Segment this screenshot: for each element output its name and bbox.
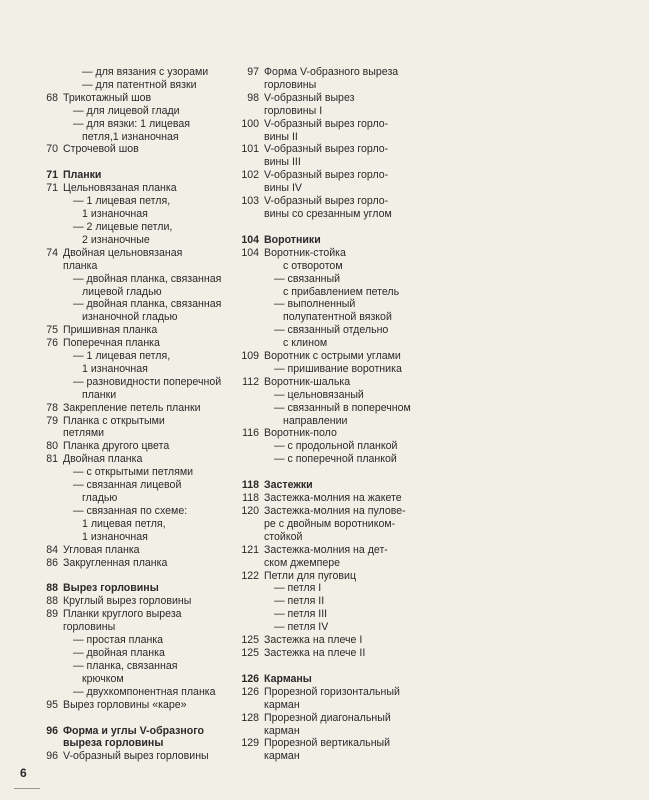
toc-page-number: 112 <box>242 375 259 388</box>
toc-page-number: 126 <box>241 672 259 685</box>
toc-entry-text: — простая планка <box>73 634 164 647</box>
toc-entry <box>241 273 421 286</box>
toc-page-number: 95 <box>46 698 58 711</box>
toc-entry-text: V-образный вырез горло- <box>264 143 389 156</box>
toc-entry <box>241 169 421 182</box>
toc-entry-text: Прорезной вертикальный <box>264 737 391 750</box>
toc-page-number: 68 <box>46 91 58 104</box>
toc-entry-text: Двойная планка <box>63 453 143 466</box>
toc-entry <box>42 182 242 195</box>
toc-entry <box>241 531 421 544</box>
page-number: 6 <box>20 766 27 780</box>
toc-page-number: 116 <box>242 427 259 440</box>
toc-entry-text: Закрепление петель планки <box>63 401 201 414</box>
toc-entry <box>241 286 421 299</box>
toc-entry <box>42 479 242 492</box>
toc-entry-text: V-образный вырез горло- <box>264 117 389 130</box>
toc-entry <box>241 634 421 647</box>
toc-entry-text: горловины <box>264 78 317 91</box>
toc-entry-text: 1 изнаночная <box>82 530 148 543</box>
toc-entry <box>241 260 421 273</box>
toc-entry <box>42 92 242 105</box>
toc-entry-text: 1 лицевая петля, <box>82 517 166 530</box>
toc-entry <box>42 208 242 221</box>
toc-entry-text: — с продольной планкой <box>274 440 398 453</box>
toc-entry-text: Застежка-молния на жакете <box>264 492 402 505</box>
toc-entry-text: петлями <box>63 427 105 440</box>
toc-entry-text: с клином <box>283 337 328 350</box>
toc-entry <box>241 582 421 595</box>
toc-entry-text: — петля II <box>274 595 325 608</box>
toc-entry <box>241 544 421 557</box>
toc-page-number: 75 <box>46 324 58 337</box>
toc-entry-text: Планка другого цвета <box>63 440 170 453</box>
toc-entry <box>42 557 242 570</box>
section-gap <box>42 712 242 725</box>
toc-entry-text: Прорезной диагональный <box>264 711 391 724</box>
toc-entry <box>42 376 242 389</box>
toc-entry <box>42 131 242 144</box>
toc-page-number: 70 <box>46 143 58 156</box>
toc-entry <box>42 350 242 363</box>
toc-entry <box>42 143 242 156</box>
toc-entry <box>241 492 421 505</box>
toc-page-number: 98 <box>247 91 259 104</box>
toc-section-heading <box>42 582 242 595</box>
toc-entry-text: карман <box>264 698 300 711</box>
toc-entry-text: ском джемпере <box>264 556 341 569</box>
section-gap <box>241 221 421 234</box>
toc-entry-text: Застежки <box>264 479 313 492</box>
toc-entry <box>42 699 242 712</box>
toc-page-number: 129 <box>241 737 259 750</box>
toc-entry <box>42 118 242 131</box>
toc-entry-text: Воротники <box>264 233 321 246</box>
toc-entry-text: вины со срезанным углом <box>264 207 392 220</box>
toc-page-number: 118 <box>242 492 259 505</box>
toc-entry-text: Воротник с острыми углами <box>264 350 401 363</box>
toc-entry <box>241 402 421 415</box>
toc-entry <box>241 737 421 750</box>
toc-entry <box>241 195 421 208</box>
toc-entry-text: Трикотажный шов <box>63 91 152 104</box>
toc-entry-text: Цельновязаная планка <box>63 182 177 195</box>
toc-entry-text: ре с двойным воротником- <box>264 517 396 530</box>
toc-entry <box>241 66 421 79</box>
toc-entry <box>241 105 421 118</box>
toc-entry-text: — пришивание воротника <box>274 362 402 375</box>
toc-entry <box>42 544 242 557</box>
toc-entry <box>241 725 421 738</box>
toc-entry <box>241 208 421 221</box>
toc-entry <box>241 686 421 699</box>
toc-entry <box>42 273 242 286</box>
toc-page-number: 96 <box>46 750 58 763</box>
toc-entry-text: — двухкомпонентная планка <box>73 685 216 698</box>
toc-entry <box>241 453 421 466</box>
toc-entry <box>241 557 421 570</box>
toc-entry <box>42 415 242 428</box>
toc-entry <box>42 311 242 324</box>
toc-entry-text: Воротник-поло <box>264 427 337 440</box>
toc-page-number: 103 <box>241 195 259 208</box>
toc-entry-text: вины II <box>264 130 298 143</box>
toc-entry <box>42 298 242 311</box>
toc-entry-text: — связанный отдельно <box>274 324 389 337</box>
toc-entry <box>241 247 421 260</box>
toc-entry-text: — связанная лицевой <box>73 479 182 492</box>
toc-page-number: 88 <box>46 595 58 608</box>
toc-entry-text: направлении <box>283 414 348 427</box>
toc-page-number: 96 <box>46 724 58 737</box>
toc-entry <box>42 234 242 247</box>
toc-left-column <box>42 66 242 763</box>
toc-entry <box>42 221 242 234</box>
toc-entry-text: Планки круглого выреза <box>63 608 182 621</box>
toc-entry-text: планки <box>82 388 117 401</box>
toc-entry-text: — петля III <box>274 608 328 621</box>
toc-entry <box>241 118 421 131</box>
toc-page-number: 126 <box>241 685 259 698</box>
toc-entry <box>241 518 421 531</box>
toc-entry-text: — связанный в поперечном <box>274 401 411 414</box>
toc-page-number: 101 <box>241 143 259 156</box>
toc-entry <box>241 182 421 195</box>
toc-entry <box>241 608 421 621</box>
toc-entry-text: — двойная планка, связанная <box>73 272 222 285</box>
toc-page-number: 71 <box>46 169 58 182</box>
toc-entry <box>241 350 421 363</box>
toc-entry <box>42 647 242 660</box>
toc-entry <box>42 673 242 686</box>
toc-entry-text: — двойная планка, связанная <box>73 298 222 311</box>
toc-entry-text: V-образный вырез горловины <box>63 750 209 763</box>
page-number-rule <box>14 788 40 789</box>
toc-entry-text: — с открытыми петлями <box>73 466 194 479</box>
toc-right-column <box>241 66 421 763</box>
section-gap <box>42 569 242 582</box>
toc-entry <box>42 440 242 453</box>
toc-page-number: 104 <box>241 246 259 259</box>
toc-entry-text: стойкой <box>264 530 303 543</box>
toc-page-number: 104 <box>241 233 259 246</box>
toc-page-number: 80 <box>46 440 58 453</box>
toc-entry-text: Карманы <box>264 672 312 685</box>
toc-entry <box>42 105 242 118</box>
toc-entry <box>42 686 242 699</box>
toc-entry <box>42 466 242 479</box>
toc-entry <box>241 298 421 311</box>
toc-entry-text: вины IV <box>264 182 302 195</box>
toc-entry-text: выреза горловины <box>63 737 164 750</box>
toc-entry-text: V-образный вырез горло- <box>264 169 389 182</box>
section-gap <box>241 660 421 673</box>
toc-entry <box>241 324 421 337</box>
toc-entry <box>241 79 421 92</box>
toc-entry-text: — для вязания с узорами <box>82 66 209 78</box>
toc-entry <box>241 699 421 712</box>
toc-entry-text: вины III <box>264 156 301 169</box>
toc-entry-text: Форма V-образного выреза <box>264 66 399 78</box>
toc-page-number: 125 <box>241 646 259 659</box>
toc-entry-text: V-образный вырез горло- <box>264 195 389 208</box>
toc-entry <box>42 505 242 518</box>
toc-page-number: 79 <box>46 414 58 427</box>
toc-entry-text: 2 изнаночные <box>82 233 150 246</box>
toc-entry-text: Форма и углы V-образного <box>63 724 204 737</box>
toc-entry <box>241 505 421 518</box>
toc-entry-text: горловины <box>63 621 116 634</box>
toc-entry <box>42 286 242 299</box>
toc-entry-text: — петля IV <box>274 621 329 634</box>
toc-entry-text: Застежка-молния на пулове- <box>264 505 406 517</box>
toc-entry <box>42 427 242 440</box>
toc-entry-text: — планка, связанная <box>73 659 178 672</box>
toc-page-number: 120 <box>241 505 259 517</box>
toc-entry-text: — связанная по схеме: <box>73 504 188 517</box>
toc-entry-text: Вырез горловины <box>63 582 159 595</box>
toc-entry-text: с прибавлением петель <box>283 285 400 298</box>
toc-entry-text: 1 изнаночная <box>82 362 148 375</box>
toc-page-number: 88 <box>46 582 58 595</box>
toc-entry <box>42 660 242 673</box>
toc-entry <box>42 66 242 79</box>
toc-entry <box>241 311 421 324</box>
toc-entry-text: V-образный вырез <box>264 91 355 104</box>
toc-entry-text: полупатентной вязкой <box>283 311 392 324</box>
toc-entry-text: с отворотом <box>283 259 343 272</box>
toc-entry-text: Застежка на плече II <box>264 646 366 659</box>
toc-entry <box>42 389 242 402</box>
toc-entry-text: лицевой гладью <box>82 285 162 298</box>
toc-entry-text: — петля I <box>274 582 322 595</box>
toc-entry-text: — 1 лицевая петля, <box>73 195 171 208</box>
toc-entry <box>42 634 242 647</box>
toc-entry-text: 1 изнаночная <box>82 208 148 221</box>
section-gap <box>241 466 421 479</box>
toc-entry-text: планка <box>63 259 98 272</box>
toc-entry <box>241 143 421 156</box>
toc-page-number: 118 <box>241 479 259 492</box>
section-gap <box>42 156 242 169</box>
toc-page-number: 78 <box>46 401 58 414</box>
toc-entry-text: — с поперечной планкой <box>274 453 397 466</box>
toc-entry-text: Угловая планка <box>63 543 140 556</box>
toc-page-number: 89 <box>46 608 58 621</box>
toc-page-number: 100 <box>241 117 259 130</box>
toc-entry-text: Застежка на плече I <box>264 634 363 647</box>
toc-entry-text: Петли для пуговиц <box>264 569 357 582</box>
toc-entry-text: — для патентной вязки <box>82 78 197 91</box>
toc-entry <box>241 750 421 763</box>
toc-entry-text: — 2 лицевые петли, <box>73 220 173 233</box>
toc-entry-text: крючком <box>82 672 124 685</box>
toc-entry-text: карман <box>264 750 300 763</box>
toc-entry <box>42 595 242 608</box>
toc-entry <box>42 260 242 273</box>
toc-entry-text: Пришивная планка <box>63 324 158 337</box>
toc-page-number: 102 <box>241 169 259 182</box>
toc-entry <box>241 337 421 350</box>
toc-entry-text: Поперечная планка <box>63 337 160 350</box>
toc-entry-text: карман <box>264 724 300 737</box>
toc-entry-text: петля,1 изнаночная <box>82 130 179 143</box>
toc-page-number: 81 <box>46 453 58 466</box>
toc-entry <box>42 621 242 634</box>
toc-entry <box>241 595 421 608</box>
toc-entry-text: Круглый вырез горловины <box>63 595 192 608</box>
toc-entry <box>42 518 242 531</box>
toc-page-number: 74 <box>46 246 58 259</box>
toc-page-number: 84 <box>46 543 58 556</box>
toc-page-number: 122 <box>241 569 259 582</box>
toc-entry <box>241 363 421 376</box>
toc-entry <box>241 415 421 428</box>
toc-page-number: 71 <box>46 182 58 195</box>
toc-entry-text: — для лицевой глади <box>73 104 180 117</box>
toc-section-heading <box>42 737 242 750</box>
toc-entry <box>241 712 421 725</box>
toc-entry <box>42 453 242 466</box>
toc-entry <box>241 440 421 453</box>
toc-section-heading <box>241 234 421 247</box>
toc-page-number: 109 <box>241 350 259 363</box>
toc-entry <box>241 621 421 634</box>
toc-entry-text: Планки <box>63 169 102 182</box>
toc-entry <box>241 389 421 402</box>
toc-entry <box>42 195 242 208</box>
toc-page-number: 125 <box>241 634 259 647</box>
toc-entry <box>42 337 242 350</box>
toc-entry-text: Прорезной горизонтальный <box>264 685 400 698</box>
toc-entry-text: — выполненный <box>274 298 356 311</box>
toc-entry-text: Строчевой шов <box>63 143 139 156</box>
toc-entry <box>42 363 242 376</box>
toc-entry-text: Закругленная планка <box>63 556 168 569</box>
toc-entry-text: горловины I <box>264 104 323 117</box>
toc-entry-text: Двойная цельновязаная <box>63 246 183 259</box>
toc-entry-text: Вырез горловины «каре» <box>63 698 187 711</box>
toc-entry-text: — 1 лицевая петля, <box>73 350 171 363</box>
toc-page-number: 86 <box>46 556 58 569</box>
toc-entry <box>241 427 421 440</box>
toc-entry <box>42 608 242 621</box>
toc-entry <box>241 131 421 144</box>
toc-section-heading <box>42 169 242 182</box>
toc-section-heading <box>241 479 421 492</box>
toc-entry <box>241 647 421 660</box>
toc-entry <box>241 92 421 105</box>
toc-page-number: 121 <box>241 543 259 556</box>
toc-page-number: 97 <box>247 66 259 78</box>
toc-entry <box>42 324 242 337</box>
toc-entry-text: Воротник-шалька <box>264 375 351 388</box>
toc-entry <box>42 402 242 415</box>
toc-entry-text: — разновидности поперечной <box>73 375 222 388</box>
toc-entry <box>241 156 421 169</box>
toc-entry <box>42 492 242 505</box>
toc-entry-text: — цельновязаный <box>274 388 364 401</box>
toc-entry <box>241 376 421 389</box>
toc-section-heading <box>42 725 242 738</box>
toc-section-heading <box>241 673 421 686</box>
toc-entry <box>42 531 242 544</box>
toc-entry <box>241 570 421 583</box>
toc-page-number: 76 <box>46 337 58 350</box>
toc-entry-text: Планка с открытыми <box>63 414 165 427</box>
toc-entry-text: — для вязки: 1 лицевая <box>73 117 191 130</box>
toc-entry-text: гладью <box>82 492 118 504</box>
toc-entry-text: — двойная планка <box>73 646 165 659</box>
toc-entry-text: — связанный <box>274 272 341 285</box>
toc-entry-text: изнаночной гладью <box>82 311 178 324</box>
toc-entry <box>42 750 242 763</box>
toc-entry-text: Застежка-молния на дет- <box>264 543 388 556</box>
toc-entry <box>42 79 242 92</box>
toc-page-number: 128 <box>241 711 259 724</box>
toc-entry <box>42 247 242 260</box>
toc-entry-text: Воротник-стойка <box>264 246 346 259</box>
